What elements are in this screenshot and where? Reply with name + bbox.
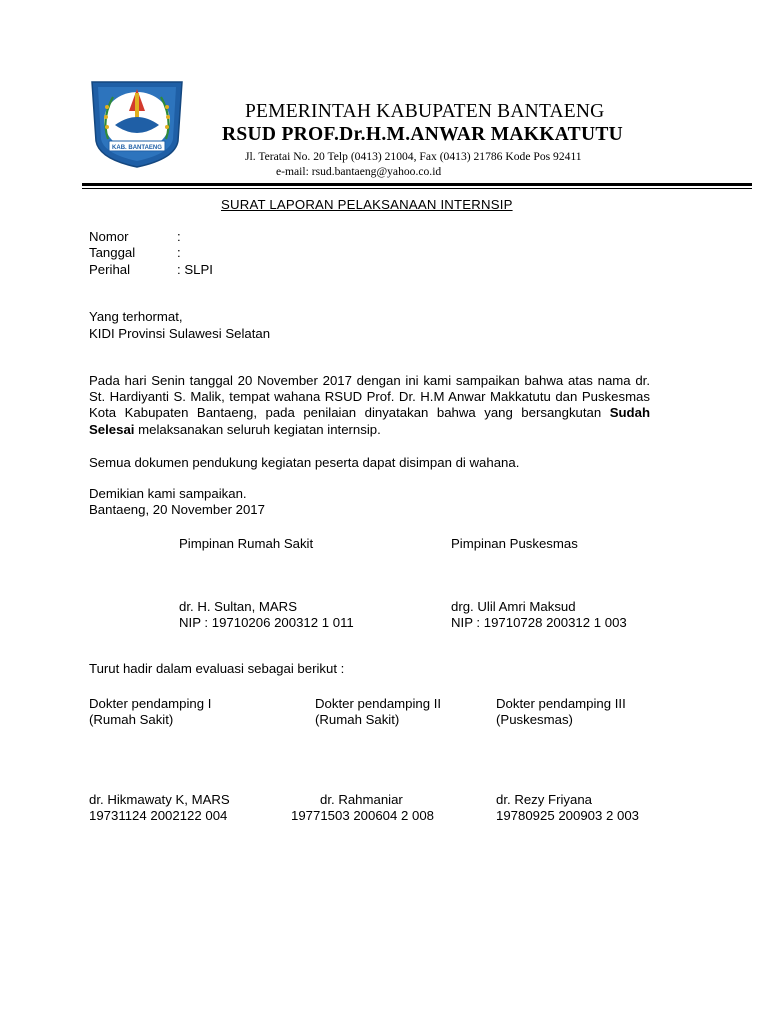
tanggal-value: :: [177, 245, 181, 260]
mentor-1-name: dr. Hikmawaty K, MARS: [89, 792, 230, 807]
puskesmas-head-nip: NIP : 19710728 200312 1 003: [451, 615, 627, 630]
logo-label: KAB. BANTAENG: [112, 145, 162, 151]
mentor-1-role: Dokter pendamping I: [89, 696, 212, 711]
puskesmas-head-role: Pimpinan Puskesmas: [451, 536, 578, 551]
mentor-3-name: dr. Rezy Friyana: [496, 792, 593, 807]
hospital-head-nip: NIP : 19710206 200312 1 011: [179, 615, 354, 630]
report-paragraph: [89, 373, 650, 438]
attendance-intro: Turut hadir dalam evaluasi sebagai berikut :: [89, 661, 345, 676]
mentor-3-nip: 19780925 200903 2 003: [496, 808, 640, 823]
mentor-3-place: (Puskesmas): [496, 712, 573, 727]
mentor-3-role: Dokter pendamping III: [496, 696, 626, 711]
perihal-value: : SLPI: [177, 262, 213, 277]
hospital-address: Jl. Teratai No. 20 Telp (0413) 21004, Fax (0413) 21786 Kode Pos 92411: [245, 150, 582, 163]
hospital-name: RSUD PROF.Dr.H.M.ANWAR MAKKATUTU: [222, 124, 624, 145]
closing-line: Demikian kami sampaikan.: [89, 486, 247, 501]
hospital-email: e-mail: rsud.bantaeng@yahoo.co.id: [276, 165, 442, 178]
salutation: Yang terhormat,: [89, 309, 183, 324]
nomor-value: :: [177, 229, 181, 244]
letterhead-divider-thin: [82, 188, 752, 189]
mentor-2-nip: 19771503 200604 2 008: [291, 808, 435, 823]
hospital-head-role: Pimpinan Rumah Sakit: [179, 536, 314, 551]
mentor-2-name: dr. Rahmaniar: [320, 792, 403, 807]
regency-emblem-logo: [89, 79, 185, 169]
place-date: Bantaeng, 20 November 2017: [89, 502, 265, 517]
mentor-2-place: (Rumah Sakit): [315, 712, 400, 727]
puskesmas-head-name: drg. Ulil Amri Maksud: [451, 599, 576, 614]
tanggal-label: Tanggal: [89, 245, 136, 260]
mentor-1-place: (Rumah Sakit): [89, 712, 174, 727]
status-emphasis: Sudah Selesai: [89, 405, 650, 437]
hospital-head-name: dr. H. Sultan, MARS: [179, 599, 297, 614]
document-title: SURAT LAPORAN PELAKSANAAN INTERNSIP: [221, 197, 513, 212]
documents-note: Semua dokumen pendukung kegiatan peserta dapat disimpan di wahana.: [89, 455, 520, 470]
government-name: PEMERINTAH KABUPATEN BANTAENG: [245, 101, 605, 122]
report-text-end: melaksanakan seluruh kegiatan internsip.: [134, 421, 381, 437]
perihal-label: Perihal: [89, 262, 131, 277]
nomor-label: Nomor: [89, 229, 129, 244]
recipient-name: KIDI Provinsi Sulawesi Selatan: [89, 326, 271, 341]
letterhead-divider-thick: [82, 183, 752, 186]
report-text-start: Pada hari Senin tanggal 20 November 2017 dengan ini kami sampaikan bahwa atas nama dr. St. Hardiyanti S. Malik, tempat wahana RSUD Prof. Dr. H.M Anwar Makkatutu dan Puskesmas Kota Kabupaten Bantaeng, pada penilaian dinyatakan bahwa yang bersangkutan: [89, 373, 650, 421]
mentor-1-nip: 19731124 2002122 004: [89, 808, 228, 823]
mentor-2-role: Dokter pendamping II: [315, 696, 442, 711]
